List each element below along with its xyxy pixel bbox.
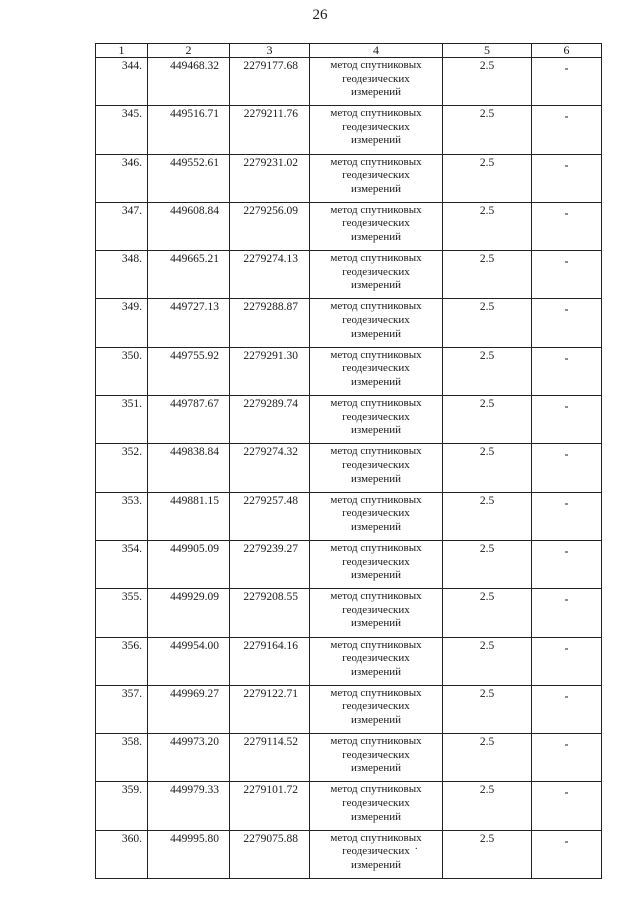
y-coordinate-cell: 2279114.52 — [230, 734, 310, 782]
method-line: метод спутниковых — [330, 493, 422, 506]
point-number-cell: 350. — [96, 347, 148, 395]
x-coordinate-cell: 449905.09 — [148, 540, 230, 588]
method-cell — [310, 540, 443, 588]
method-line: метод спутниковых — [330, 638, 422, 651]
method-line: геодезических — [342, 797, 410, 810]
table-row — [96, 830, 602, 878]
method-line: метод спутниковых — [330, 107, 422, 120]
y-coordinate-cell: 2279231.02 — [230, 154, 310, 202]
accuracy-cell: 2.5 — [443, 154, 532, 202]
method-line: измерений — [351, 617, 401, 630]
accuracy-cell: 2.5 — [443, 202, 532, 250]
method-line: геодезических — [342, 700, 410, 713]
table-row — [96, 734, 602, 782]
point-number-cell: 346. — [96, 154, 148, 202]
method-line: измерений — [351, 375, 401, 388]
column-6-cell: - — [532, 251, 602, 299]
x-coordinate-cell: 449929.09 — [148, 589, 230, 637]
accuracy-cell: 2.5 — [443, 782, 532, 830]
y-coordinate-cell: 2279122.71 — [230, 685, 310, 733]
y-coordinate-cell: 2279274.13 — [230, 251, 310, 299]
accuracy-cell: 2.5 — [443, 106, 532, 154]
table-row — [96, 589, 602, 637]
page-number: 26 — [312, 7, 328, 23]
table-row — [96, 347, 602, 395]
column-6-cell: - — [532, 444, 602, 492]
column-6-cell: - — [532, 492, 602, 540]
method-line: измерений — [351, 279, 401, 292]
point-number-cell: 347. — [96, 202, 148, 250]
y-coordinate-cell: 2279075.88 — [230, 830, 310, 878]
method-line: геодезических — [342, 410, 410, 423]
column-6-cell: - — [532, 347, 602, 395]
column-6-cell: - — [532, 685, 602, 733]
point-number-cell: 357. — [96, 685, 148, 733]
point-number-cell: 353. — [96, 492, 148, 540]
column-6-cell: - — [532, 202, 602, 250]
method-line: метод спутниковых — [330, 735, 422, 748]
header-row — [96, 44, 602, 58]
method-cell — [310, 734, 443, 782]
table-row — [96, 251, 602, 299]
method-line: метод спутниковых — [330, 155, 422, 168]
method-line: метод спутниковых — [330, 590, 422, 603]
method-line: измерений — [351, 424, 401, 437]
method-line: измерений — [351, 134, 401, 147]
x-coordinate-cell: 449608.84 — [148, 202, 230, 250]
column-6-cell: - — [532, 540, 602, 588]
column-6-cell: - — [532, 589, 602, 637]
method-line: измерений — [351, 86, 401, 99]
method-cell — [310, 106, 443, 154]
method-line: метод спутниковых — [330, 397, 422, 410]
method-line: метод спутниковых — [330, 445, 422, 458]
stray-mark: . — [415, 841, 418, 852]
method-line: измерений — [351, 231, 401, 244]
point-number-cell: 349. — [96, 299, 148, 347]
point-number-cell: 351. — [96, 396, 148, 444]
point-number-cell: 344. — [96, 58, 148, 106]
method-cell — [310, 444, 443, 492]
method-line: геодезических — [342, 555, 410, 568]
method-line: метод спутниковых — [330, 203, 422, 216]
accuracy-cell: 2.5 — [443, 444, 532, 492]
method-cell — [310, 782, 443, 830]
accuracy-cell: 2.5 — [443, 734, 532, 782]
method-cell — [310, 299, 443, 347]
point-number-cell: 359. — [96, 782, 148, 830]
x-coordinate-cell: 449755.92 — [148, 347, 230, 395]
x-coordinate-cell: 449516.71 — [148, 106, 230, 154]
x-coordinate-cell: 449979.33 — [148, 782, 230, 830]
column-6-cell: - — [532, 637, 602, 685]
y-coordinate-cell: 2279164.16 — [230, 637, 310, 685]
accuracy-cell: 2.5 — [443, 492, 532, 540]
method-cell — [310, 589, 443, 637]
x-coordinate-cell: 449468.32 — [148, 58, 230, 106]
point-number-cell: 348. — [96, 251, 148, 299]
point-number-cell: 358. — [96, 734, 148, 782]
method-line: измерений — [351, 665, 401, 678]
header-cell-3: 3 — [230, 44, 310, 58]
y-coordinate-cell: 2279257.48 — [230, 492, 310, 540]
table-row — [96, 637, 602, 685]
table-row — [96, 540, 602, 588]
method-cell — [310, 58, 443, 106]
column-6-cell: - — [532, 830, 602, 878]
method-line: геодезических — [342, 603, 410, 616]
method-cell — [310, 685, 443, 733]
accuracy-cell: 2.5 — [443, 396, 532, 444]
table-row — [96, 58, 602, 106]
method-line: измерений — [351, 762, 401, 775]
accuracy-cell: 2.5 — [443, 830, 532, 878]
point-number-cell: 360. — [96, 830, 148, 878]
y-coordinate-cell: 2279101.72 — [230, 782, 310, 830]
table-row — [96, 202, 602, 250]
accuracy-cell: 2.5 — [443, 685, 532, 733]
method-line: геодезических — [342, 217, 410, 230]
method-line: геодезических — [342, 748, 410, 761]
accuracy-cell: 2.5 — [443, 251, 532, 299]
y-coordinate-cell: 2279177.68 — [230, 58, 310, 106]
column-6-cell: - — [532, 299, 602, 347]
column-6-cell: - — [532, 734, 602, 782]
column-6-cell: - — [532, 396, 602, 444]
method-line: геодезических — [342, 314, 410, 327]
method-line: метод спутниковых — [330, 783, 422, 796]
method-line: измерений — [351, 520, 401, 533]
method-line: измерений — [351, 327, 401, 340]
table-row — [96, 444, 602, 492]
y-coordinate-cell: 2279208.55 — [230, 589, 310, 637]
table-row — [96, 396, 602, 444]
x-coordinate-cell: 449995.80 — [148, 830, 230, 878]
x-coordinate-cell: 449973.20 — [148, 734, 230, 782]
header-cell-6: 6 — [532, 44, 602, 58]
method-line: измерений — [351, 182, 401, 195]
column-6-cell: - — [532, 106, 602, 154]
x-coordinate-cell: 449787.67 — [148, 396, 230, 444]
method-line: измерений — [351, 569, 401, 582]
method-line: геодезических — [342, 120, 410, 133]
method-line: метод спутниковых — [330, 300, 422, 313]
x-coordinate-cell: 449552.61 — [148, 154, 230, 202]
point-number-cell: 345. — [96, 106, 148, 154]
method-line: метод спутниковых — [330, 348, 422, 361]
method-line: геодезических — [342, 169, 410, 182]
x-coordinate-cell: 449881.15 — [148, 492, 230, 540]
method-line: метод спутниковых — [330, 252, 422, 265]
table-row — [96, 492, 602, 540]
method-line: измерений — [351, 810, 401, 823]
method-cell — [310, 347, 443, 395]
x-coordinate-cell: 449969.27 — [148, 685, 230, 733]
method-cell — [310, 492, 443, 540]
column-6-cell: - — [532, 58, 602, 106]
method-cell — [310, 830, 443, 878]
table-row — [96, 106, 602, 154]
method-cell — [310, 154, 443, 202]
accuracy-cell: 2.5 — [443, 589, 532, 637]
method-cell — [310, 202, 443, 250]
method-line: метод спутниковых — [330, 686, 422, 699]
x-coordinate-cell: 449954.00 — [148, 637, 230, 685]
header-cell-4: 4 — [310, 44, 443, 58]
point-number-cell: 352. — [96, 444, 148, 492]
method-cell — [310, 637, 443, 685]
accuracy-cell: 2.5 — [443, 347, 532, 395]
method-line: геодезических — [342, 265, 410, 278]
method-line: метод спутниковых — [330, 541, 422, 554]
y-coordinate-cell: 2279239.27 — [230, 540, 310, 588]
method-line: измерений — [351, 858, 401, 871]
table-row — [96, 154, 602, 202]
method-line: геодезических — [342, 458, 410, 471]
table-row — [96, 685, 602, 733]
table-body — [96, 44, 602, 879]
accuracy-cell: 2.5 — [443, 58, 532, 106]
method-line: измерений — [351, 714, 401, 727]
header-cell-1: 1 — [96, 44, 148, 58]
method-line: измерений — [351, 472, 401, 485]
x-coordinate-cell: 449665.21 — [148, 251, 230, 299]
y-coordinate-cell: 2279211.76 — [230, 106, 310, 154]
point-number-cell: 356. — [96, 637, 148, 685]
column-6-cell: - — [532, 782, 602, 830]
method-line: геодезических — [342, 845, 410, 858]
method-line: геодезических — [342, 72, 410, 85]
method-line: геодезических — [342, 362, 410, 375]
y-coordinate-cell: 2279274.32 — [230, 444, 310, 492]
table-row — [96, 299, 602, 347]
method-cell — [310, 396, 443, 444]
method-cell — [310, 251, 443, 299]
coordinates-table — [95, 43, 602, 879]
column-6-cell: - — [532, 154, 602, 202]
x-coordinate-cell: 449838.84 — [148, 444, 230, 492]
accuracy-cell: 2.5 — [443, 299, 532, 347]
table-row — [96, 782, 602, 830]
point-number-cell: 354. — [96, 540, 148, 588]
x-coordinate-cell: 449727.13 — [148, 299, 230, 347]
method-line: метод спутниковых — [330, 59, 422, 71]
point-number-cell: 355. — [96, 589, 148, 637]
method-line: геодезических — [342, 507, 410, 520]
y-coordinate-cell: 2279291.30 — [230, 347, 310, 395]
accuracy-cell: 2.5 — [443, 540, 532, 588]
y-coordinate-cell: 2279289.74 — [230, 396, 310, 444]
y-coordinate-cell: 2279256.09 — [230, 202, 310, 250]
method-line: геодезических — [342, 652, 410, 665]
method-line: метод спутниковых — [330, 831, 422, 844]
header-cell-5: 5 — [443, 44, 532, 58]
y-coordinate-cell: 2279288.87 — [230, 299, 310, 347]
accuracy-cell: 2.5 — [443, 637, 532, 685]
header-cell-2: 2 — [148, 44, 230, 58]
